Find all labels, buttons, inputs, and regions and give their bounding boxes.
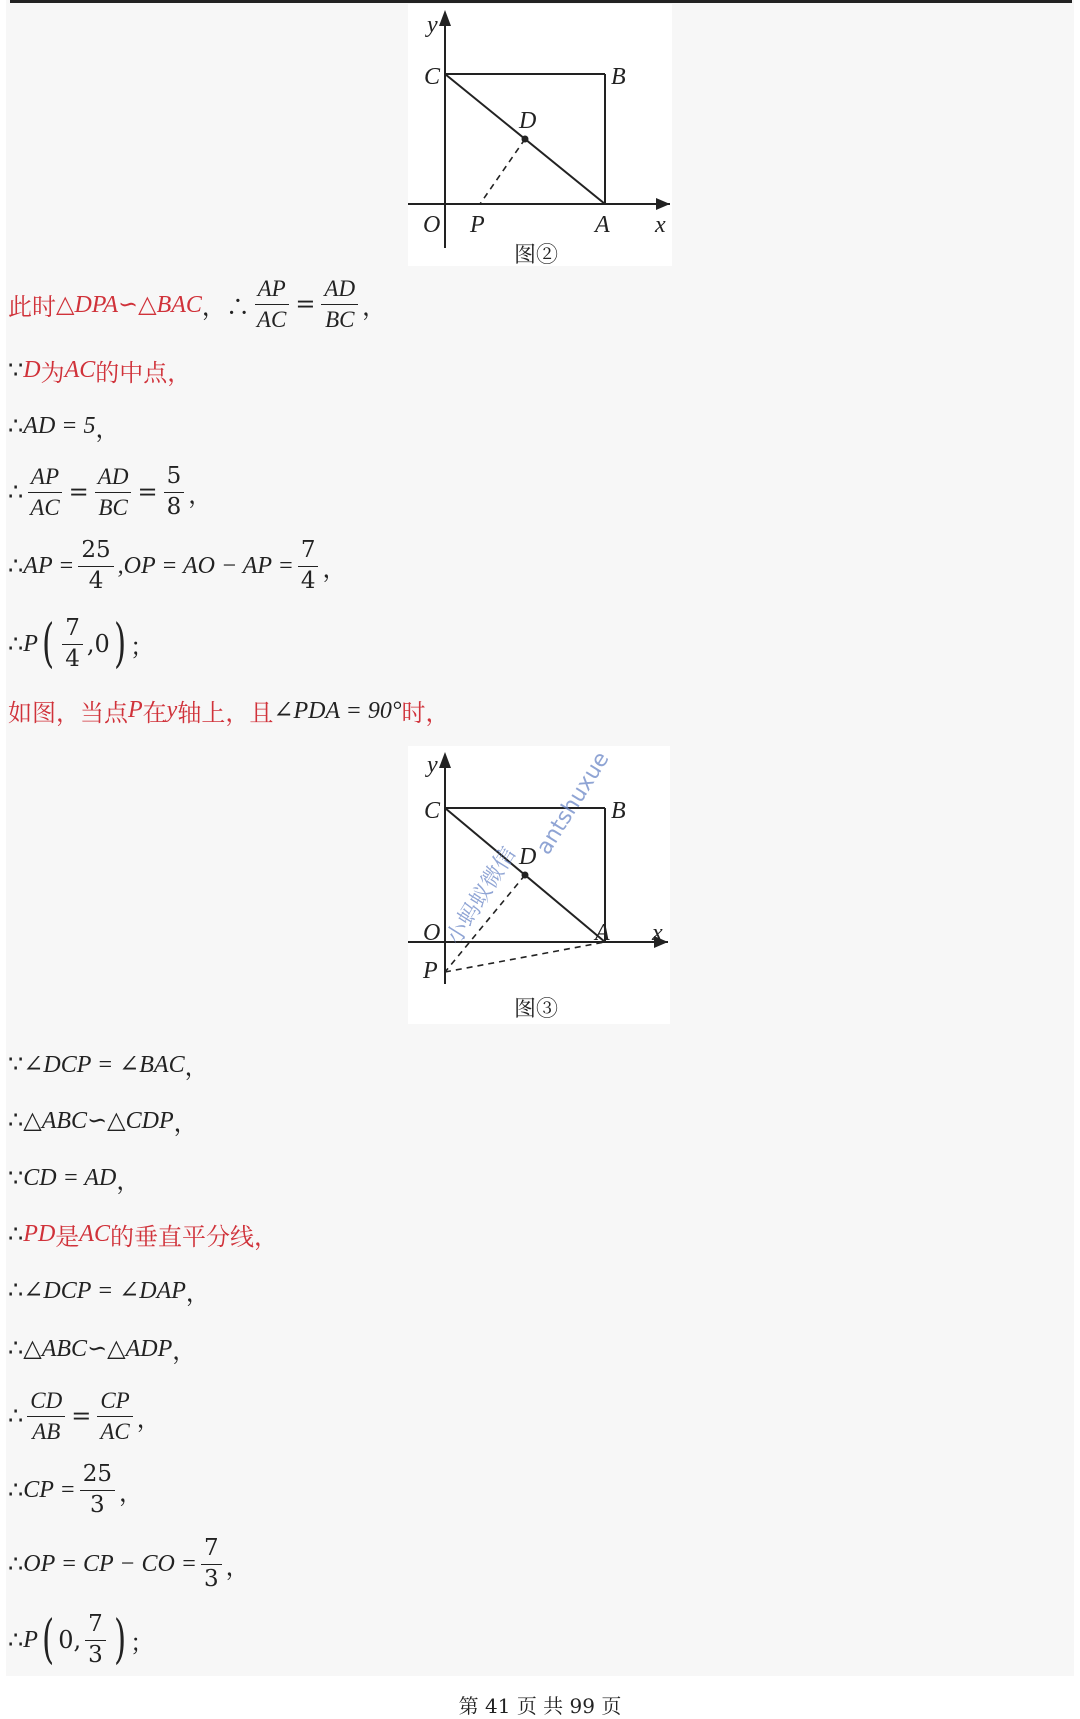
line-14: ∴ $\frac{CD}{AB}$ = $\frac{CP}{AC}$ ，	[8, 1387, 161, 1444]
l13-therefore: ∴	[8, 1334, 24, 1362]
l14-end: ，	[136, 1404, 161, 1433]
l4-end: ，	[188, 480, 213, 509]
l11-t2: 的垂直平分线，	[109, 1222, 278, 1251]
l4-frac-3: $\frac{5}{8}$	[164, 463, 185, 521]
l4-therefore: ∴	[8, 478, 24, 506]
fig3-label-y: y	[427, 752, 438, 778]
line-4: ∴ $\frac{AP}{AC}$ = $\frac{AD}{BC}$ = $\frac{5}{8}$ ，	[8, 462, 213, 520]
l17-frac: $\frac{7}{3}$	[85, 1611, 106, 1669]
line-2	[8, 340, 191, 400]
line-13	[8, 1318, 196, 1378]
line-11	[8, 1204, 278, 1264]
l15-cp: CP =	[23, 1476, 76, 1503]
line-5	[8, 536, 346, 596]
watermark-wechat: 小蚂蚁微信	[441, 842, 522, 950]
l11-t1: 是	[55, 1222, 80, 1251]
l4-frac-1: $\frac{AP}{AC}$	[27, 463, 62, 521]
l8-expr: ∠DCP = ∠BAC	[23, 1051, 185, 1078]
fig2-label-y: y	[427, 12, 438, 38]
line-17: ∴ P ( 0, $\frac{7}{3}$ ) ；	[8, 1610, 155, 1670]
l1-similar: △DPA∽△BAC	[56, 291, 202, 318]
line-3	[8, 396, 119, 456]
l6-frac: $\frac{7}{4}$	[62, 615, 83, 673]
l7-t1: 如图，当点	[8, 698, 128, 727]
l1-frac-ap-ac: $\frac{AP}{AC}$	[254, 275, 289, 333]
fig2-label-d: D	[519, 108, 537, 134]
line-9	[8, 1090, 198, 1150]
figure-3-diagram	[408, 746, 670, 1024]
l17-end: ；	[130, 1628, 155, 1657]
l12-end: ，	[185, 1278, 210, 1307]
fig2-label-o: O	[423, 212, 441, 238]
l13-expr: △ABC∽△ADP	[23, 1335, 173, 1362]
l5-frac-2: $\frac{7}{4}$	[298, 537, 319, 595]
fig2-label-a: A	[595, 212, 610, 238]
l7-t3: 在	[142, 698, 167, 727]
l3-end: ，	[95, 414, 120, 443]
l12-expr: ∠DCP = ∠DAP	[23, 1277, 186, 1304]
l1-end: ，	[362, 292, 387, 321]
l15-frac: $\frac{25}{3}$	[80, 1461, 115, 1519]
fig2-label-x: x	[655, 212, 666, 238]
watermark-antshuxue: antshuxue	[531, 747, 615, 860]
l2-text-1: 为	[40, 358, 65, 387]
l4-frac-2: $\frac{AD}{BC}$	[95, 463, 132, 521]
l16-frac: $\frac{7}{3}$	[201, 1535, 222, 1593]
figure-2-diagram	[408, 4, 672, 266]
l2-because: ∵	[8, 356, 24, 384]
l6-rest: ,0	[86, 630, 110, 658]
fig3-label-b: B	[611, 798, 626, 824]
l16-op: OP = CP − CO =	[23, 1550, 197, 1577]
l12-therefore: ∴	[8, 1276, 24, 1304]
l9-expr: △ABC∽△CDP	[23, 1107, 174, 1134]
l17-therefore: ∴	[8, 1626, 24, 1654]
l15-end: ，	[119, 1478, 143, 1507]
top-rule	[10, 0, 1072, 3]
l11-therefore: ∴	[8, 1220, 24, 1248]
l5-end: ，	[322, 554, 347, 583]
fig3-label-d: D	[519, 844, 537, 870]
l7-y: y	[166, 696, 178, 723]
l7-t7: 时，	[401, 698, 450, 727]
l7-angle: ∠PDA = 90°	[273, 697, 402, 724]
fig3-label-x: x	[652, 920, 663, 946]
l6-end: ；	[130, 632, 155, 661]
fig3-label-a: A	[595, 920, 610, 946]
l16-end: ，	[225, 1552, 250, 1581]
line-10	[8, 1148, 140, 1208]
page-footer: 第 41 页 共 99 页	[458, 1694, 622, 1718]
l7-t5: 轴上，且	[177, 698, 274, 727]
l1-pre: 此时	[8, 292, 56, 321]
l14-frac-2: $\frac{CP}{AC}$	[97, 1387, 132, 1445]
line-12	[8, 1260, 210, 1320]
l9-end: ，	[173, 1108, 198, 1137]
l2-text-2: 的中点，	[95, 358, 192, 387]
fig3-label-c: C	[424, 798, 441, 824]
l5-therefore: ∴	[8, 552, 24, 580]
fig2-label-p: P	[470, 212, 485, 238]
fig2-caption: 图②	[514, 243, 559, 266]
line-8	[8, 1034, 209, 1094]
l9-therefore: ∴	[8, 1106, 24, 1134]
l15-therefore: ∴	[8, 1476, 24, 1504]
line-16	[8, 1534, 250, 1594]
l5-frac-1: $\frac{25}{4}$	[78, 537, 113, 595]
l8-because: ∵	[8, 1050, 24, 1078]
l14-frac-1: $\frac{CD}{AB}$	[27, 1387, 65, 1445]
line-1: 此时 △DPA∽△BAC ，∴ $\frac{AP}{AC}$ = $\frac{AD}{BC}$ ，	[8, 275, 387, 332]
l16-therefore: ∴	[8, 1550, 24, 1578]
l10-because: ∵	[8, 1164, 24, 1192]
fig2-label-c: C	[424, 64, 441, 90]
l8-end: ，	[184, 1052, 209, 1081]
figure-3	[408, 746, 670, 1024]
fig3-caption: 图③	[514, 997, 559, 1022]
l6-therefore: ∴	[8, 630, 24, 658]
fig3-label-p: P	[423, 958, 438, 984]
l2-ac: AC	[64, 356, 96, 383]
l10-end: ，	[116, 1166, 141, 1195]
l1-frac-ad-bc: $\frac{AD}{BC}$	[321, 275, 358, 333]
l11-pd: PD	[23, 1220, 56, 1247]
figure-2	[408, 4, 672, 266]
l3-expr: AD = 5	[23, 412, 96, 439]
l5-op: ,OP = AO − AP =	[117, 552, 294, 579]
line-7	[8, 680, 449, 740]
line-6: ∴ P ( $\frac{7}{4}$ ,0 ) ；	[8, 614, 155, 674]
l10-expr: CD = AD	[23, 1164, 117, 1191]
l13-end: ，	[172, 1336, 197, 1365]
l11-ac: AC	[79, 1220, 110, 1247]
l2-d: D	[23, 356, 41, 383]
l17-rest: 0,	[58, 1626, 82, 1654]
l6-p: P	[23, 630, 38, 657]
l14-therefore: ∴	[8, 1402, 24, 1430]
fig3-label-o: O	[423, 920, 441, 946]
line-15	[8, 1460, 143, 1520]
l7-p: P	[128, 696, 143, 723]
l5-ap: AP =	[23, 552, 75, 579]
l3-therefore: ∴	[8, 412, 24, 440]
fig2-label-b: B	[611, 64, 626, 90]
l1-therefore: ，∴	[201, 292, 250, 321]
l17-p: P	[23, 1626, 38, 1653]
